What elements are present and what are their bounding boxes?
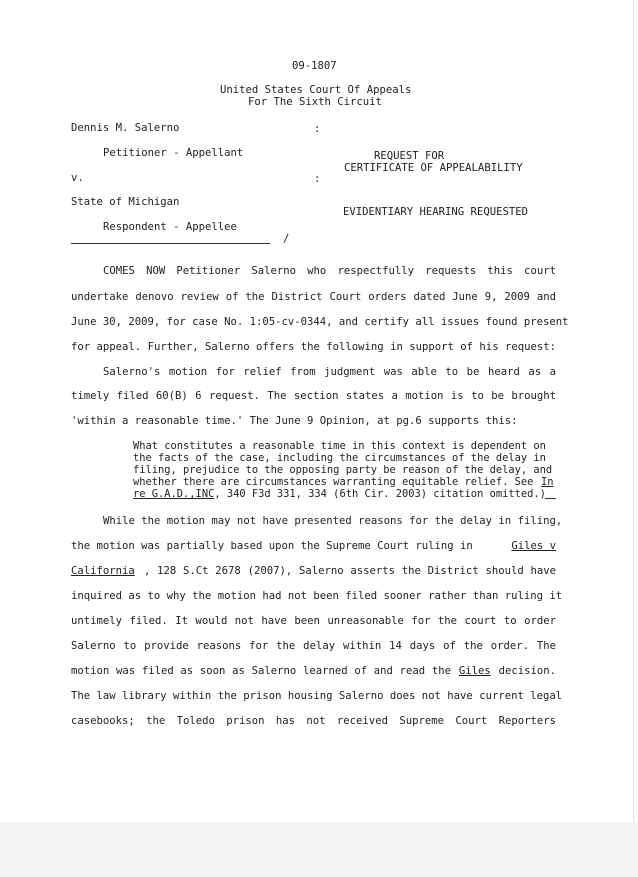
caption-slash: / [283, 233, 290, 245]
court-circuit: For The Sixth Circuit [248, 96, 382, 108]
quote-case-in: In [541, 476, 554, 488]
request-title: REQUEST FOR [374, 150, 445, 162]
case-name-giles: Giles v [511, 540, 556, 552]
body-line: The law library within the prison housing Salerno does not have current legal [71, 690, 563, 702]
quote-line [133, 488, 546, 500]
body-line: 'within a reasonable time.' The June 9 Opinion, at pg.6 supports this: [71, 415, 518, 427]
quote-line: filing, prejudice to the opposing party be reason of the delay, and [133, 464, 553, 476]
body-line: for appeal. Further, Salerno offers the following in support of his request: [71, 341, 556, 353]
request-subtitle: CERTIFICATE OF APPEALABILITY [344, 162, 523, 174]
court-name: United States Court Of Appeals [220, 84, 412, 96]
body-line: While the motion may not have presented reasons for the delay in filing, [103, 515, 563, 527]
caption-rule [71, 243, 270, 244]
body-line-text: , 128 S.Ct 2678 (2007), Salerno asserts the District should have [144, 565, 556, 577]
case-name-california: California [71, 565, 135, 577]
quote-line: whether there are circumstances warranting equitable relief. See [133, 476, 534, 488]
body-line: Salerno to provide reasons for the delay within 14 days of the order. The [71, 640, 556, 652]
quote-end-rule [545, 498, 556, 499]
body-line: untimely filed. It would not have been unreasonable for the court to order [71, 615, 556, 627]
respondent-name: State of Michigan [71, 196, 180, 208]
quote-case-name: re G.A.D.,INC [133, 488, 215, 500]
case-number: 09-1807 [292, 60, 337, 72]
body-line: Salerno's motion for relief from judgment was able to be heard as a [103, 366, 556, 378]
body-line: casebooks; the Toledo prison has not received Supreme Court Reporters [71, 715, 556, 727]
hearing-request: EVIDENTIARY HEARING REQUESTED [343, 206, 528, 218]
caption-colon: : [314, 173, 321, 185]
versus: v. [71, 172, 84, 184]
body-line [71, 665, 556, 678]
body-line: timely filed 60(B) 6 request. The section states a motion is to be brought [71, 390, 556, 402]
body-line-text: decision. [498, 665, 556, 677]
body-line: undertake denovo review of the District Court orders dated June 9, 2009 and [71, 291, 556, 303]
quote-line: the facts of the case, including the circumstances of the delay in [133, 452, 546, 464]
body-line: COMES NOW Petitioner Salerno who respectfully requests this court [103, 265, 556, 277]
body-line [71, 540, 556, 553]
case-name-giles: Giles [458, 665, 491, 677]
body-line [71, 565, 556, 578]
body-line-text: motion was filed as soon as Salerno learned of and read the [71, 665, 451, 677]
quote-citation: , 340 F3d 331, 334 (6th Cir. 2003) citation omitted.) [214, 488, 546, 500]
body-line-text: the motion was partially based upon the Supreme Court ruling in [71, 540, 473, 552]
petitioner-name: Dennis M. Salerno [71, 122, 180, 134]
scan-background [0, 822, 638, 877]
respondent-role: Respondent - Appellee [103, 221, 237, 233]
body-line: inquired as to why the motion had not been filed sooner rather than ruling it [71, 590, 563, 602]
quote-line: What constitutes a reasonable time in this context is dependent on [133, 440, 546, 452]
body-line: June 30, 2009, for case No. 1:05-cv-0344, and certify all issues found present [71, 316, 569, 328]
caption-colon: : [314, 123, 321, 135]
petitioner-role: Petitioner - Appellant [103, 147, 244, 159]
